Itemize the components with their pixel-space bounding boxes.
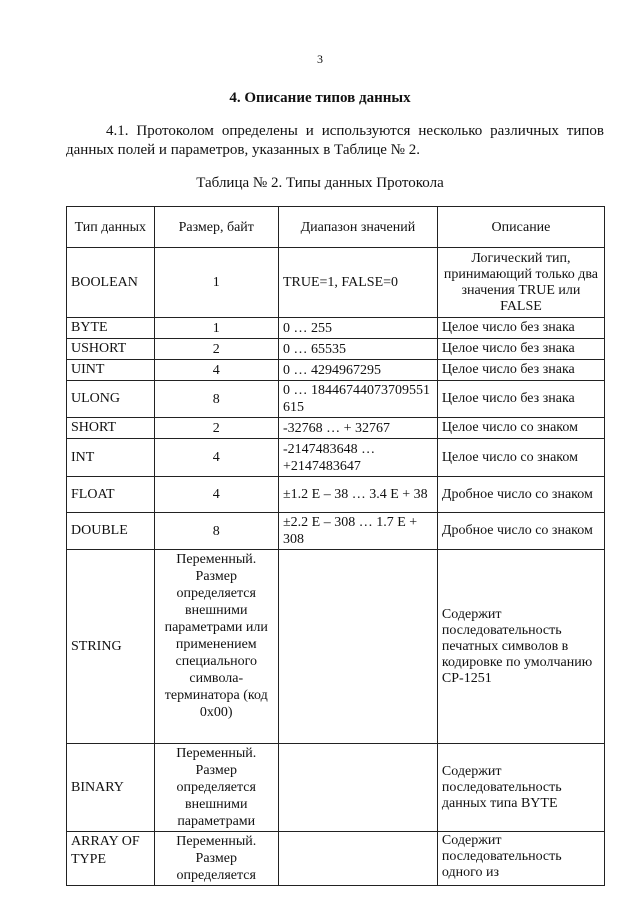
table-row — [67, 248, 605, 318]
cell-range: ±2.2 E – 308 … 1.7 E + 308 — [278, 513, 437, 550]
table-row — [67, 439, 605, 477]
header-size: Размер, байт — [154, 207, 278, 248]
table-header-row — [67, 207, 605, 248]
table-row — [67, 360, 605, 381]
cell-description: Содержит последовательность данных типа BYTE — [437, 744, 604, 832]
cell-range: TRUE=1, FALSE=0 — [278, 248, 437, 318]
cell-description: Дробное число со знаком — [437, 477, 604, 513]
cell-type: BYTE — [67, 318, 155, 339]
cell-type: STRING — [67, 550, 155, 744]
cell-description: Содержит последовательность одного из — [437, 832, 604, 886]
page-number: 3 — [317, 52, 323, 66]
cell-size: 8 — [154, 381, 278, 418]
cell-range: -32768 … + 32767 — [278, 418, 437, 439]
table-row — [67, 513, 605, 550]
cell-description: Целое число со знаком — [437, 418, 604, 439]
cell-size: 8 — [154, 513, 278, 550]
cell-size: 1 — [154, 318, 278, 339]
cell-type: ULONG — [67, 381, 155, 418]
cell-range: -2147483648 … +2147483647 — [278, 439, 437, 477]
cell-size: 4 — [154, 477, 278, 513]
table-row — [67, 339, 605, 360]
header-description: Описание — [437, 207, 604, 248]
cell-range: 0 … 18446744073709551615 — [278, 381, 437, 418]
cell-size: 4 — [154, 439, 278, 477]
table-row — [67, 318, 605, 339]
table-row — [67, 744, 605, 832]
table-row — [67, 832, 605, 886]
cell-size: Переменный. Размер определяется внешними параметрами или применением специального символа-терминатора (код 0x00) — [154, 550, 278, 744]
cell-range: 0 … 255 — [278, 318, 437, 339]
cell-range — [278, 744, 437, 832]
cell-type: DOUBLE — [67, 513, 155, 550]
cell-size: Переменный. Размер определяется внешними параметрами — [154, 744, 278, 832]
cell-description: Дробное число со знаком — [437, 513, 604, 550]
cell-type: INT — [67, 439, 155, 477]
section-heading: 4. Описание типов данных — [229, 90, 411, 106]
cell-description: Содержит последовательность печатных символов в кодировке по умолчанию CP-1251 — [437, 550, 604, 744]
cell-type: BINARY — [67, 744, 155, 832]
cell-size: 4 — [154, 360, 278, 381]
cell-type: ARRAY OF TYPE — [67, 832, 155, 886]
cell-description: Целое число без знака — [437, 360, 604, 381]
table-row — [67, 477, 605, 513]
cell-size: Переменный. Размер определяется — [154, 832, 278, 886]
cell-description: Целое число без знака — [437, 318, 604, 339]
header-type: Тип данных — [67, 207, 155, 248]
table-row — [67, 381, 605, 418]
cell-description: Целое число со знаком — [437, 439, 604, 477]
cell-range — [278, 550, 437, 744]
cell-range: 0 … 65535 — [278, 339, 437, 360]
cell-type: SHORT — [67, 418, 155, 439]
cell-size: 1 — [154, 248, 278, 318]
cell-range: 0 … 4294967295 — [278, 360, 437, 381]
cell-type: BOOLEAN — [67, 248, 155, 318]
cell-description: Логический тип, принимающий только два значения TRUE или FALSE — [437, 248, 604, 318]
table-caption: Таблица № 2. Типы данных Протокола — [196, 175, 444, 191]
table-row — [67, 418, 605, 439]
cell-type: UINT — [67, 360, 155, 381]
cell-description: Целое число без знака — [437, 381, 604, 418]
cell-description: Целое число без знака — [437, 339, 604, 360]
cell-size: 2 — [154, 418, 278, 439]
header-range: Диапазон значений — [278, 207, 437, 248]
table-row — [67, 550, 605, 744]
data-types-table — [66, 206, 605, 886]
cell-range: ±1.2 E – 38 … 3.4 E + 38 — [278, 477, 437, 513]
cell-size: 2 — [154, 339, 278, 360]
intro-paragraph: 4.1. Протоколом определены и используются несколько различных типов данных полей и параметров, указанных в Таблице № 2. — [66, 123, 604, 158]
cell-type: FLOAT — [67, 477, 155, 513]
cell-range — [278, 832, 437, 886]
cell-type: USHORT — [67, 339, 155, 360]
